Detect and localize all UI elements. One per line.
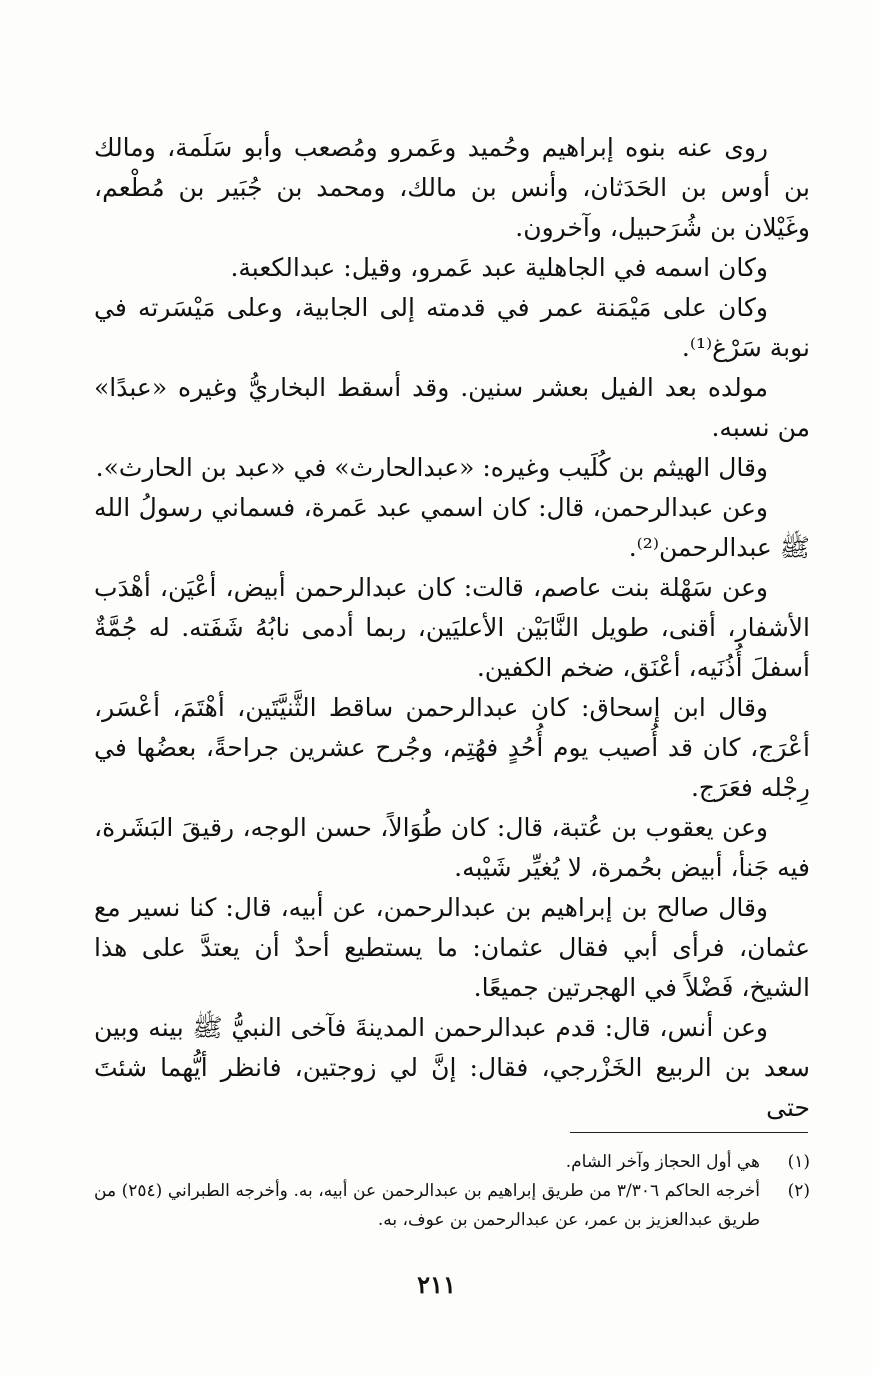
footnote-separator bbox=[570, 1132, 808, 1133]
footnote-text: هي أول الحجاز وآخر الشام. bbox=[565, 1152, 760, 1172]
paragraph-salih: وقال صالح بن إبراهيم بن عبدالرحمن، عن أبيه، قال: كنا نسير مع عثمان، فرأى أبي فقال عثمان: ما يستطيع أحدٌ أن يعتدَّ على هذا الشيخ، فَضْلاً في الهجرتين جميعًا. bbox=[94, 893, 810, 1002]
paragraph-naming: وعن عبدالرحمن، قال: كان اسمي عبد عَمرة، فسماني رسولُ الله ﷺ عبدالرحمن⁽²⁾. bbox=[94, 493, 810, 562]
paragraph-sahla: وعن سَهْلة بنت عاصم، قالت: كان عبدالرحمن أبيض، أعْيَن، أهْدَب الأشفار، أقنى، طويل النَّابَيْن الأعليَين، ربما أدمى نابُهُ شَفَته. له جُمَّةٌ أسفلَ أُذُنَيه، أعْنَق، ضخم الكفين. bbox=[94, 573, 810, 682]
paragraph-jahiliyya-name: وكان اسمه في الجاهلية عبد عَمرو، وقيل: عبدالكعبة. bbox=[230, 253, 768, 282]
paragraph-anas: وعن أنس، قال: قدم عبدالرحمن المدينةَ فآخى النبيُّ ﷺ بينه وبين سعد بن الربيع الخَزْرجي، فقال: إنَّ لي زوجتين، فانظر أيُّهما شئتَ حتى bbox=[94, 1013, 810, 1122]
footnotes bbox=[94, 1148, 810, 1235]
main-text bbox=[94, 128, 810, 1128]
footnote-1 bbox=[94, 1148, 810, 1177]
footnote-number: (٢) bbox=[787, 1181, 810, 1201]
paragraph-ibn-ishaq: وقال ابن إسحاق: كان عبدالرحمن ساقط الثَّنيَّتَين، أهْتَمَ، أعْسَر، أعْرَج، كان قد أُصيب يوم أُحُدٍ فهُتِم، وجُرح عشرين جراحةً، بعضُها في رِجْله فعَرَج. bbox=[94, 693, 810, 802]
paragraph-birth: مولده بعد الفيل بعشر سنين. وقد أسقط البخاريُّ وغيره «عبدًا» من نسبه. bbox=[94, 373, 810, 442]
footnote-text: أخرجه الحاكم ٣/٣٠٦ من طريق إبراهيم بن عبدالرحمن عن أبيه، به. وأخرجه الطبراني (٢٥٤) من طريق عبدالعزيز بن عمر، عن عبدالرحمن بن عوف، به. bbox=[94, 1181, 760, 1230]
paragraph-haytham: وقال الهيثم بن كُلَيب وغيره: «عبدالحارث» في «عبد بن الحارث». bbox=[95, 453, 768, 482]
footnote-number: (١) bbox=[787, 1152, 810, 1172]
paragraph-narrators: روى عنه بنوه إبراهيم وحُميد وعَمرو ومُصعب وأبو سَلَمة، ومالك بن أوس بن الحَدَثان، وأنس بن مالك، ومحمد بن جُبَير بن مُطْعم، وغَيْلان بن شُرَحبيل، وآخرون. bbox=[94, 133, 810, 242]
footnote-2 bbox=[94, 1177, 810, 1235]
paragraph-jabiya: وكان على مَيْمَنة عمر في قدمته إلى الجابية، وعلى مَيْسَرته في نوبة سَرْغ⁽¹⁾. bbox=[94, 293, 810, 362]
paragraph-yaqub: وعن يعقوب بن عُتبة، قال: كان طُوَالاً، حسن الوجه، رقيقَ البَشَرة، فيه جَنأ، أبيض بحُمرة، لا يُغيِّر شَيْبه. bbox=[94, 813, 810, 882]
page-number: ٢١١ bbox=[417, 1270, 456, 1299]
